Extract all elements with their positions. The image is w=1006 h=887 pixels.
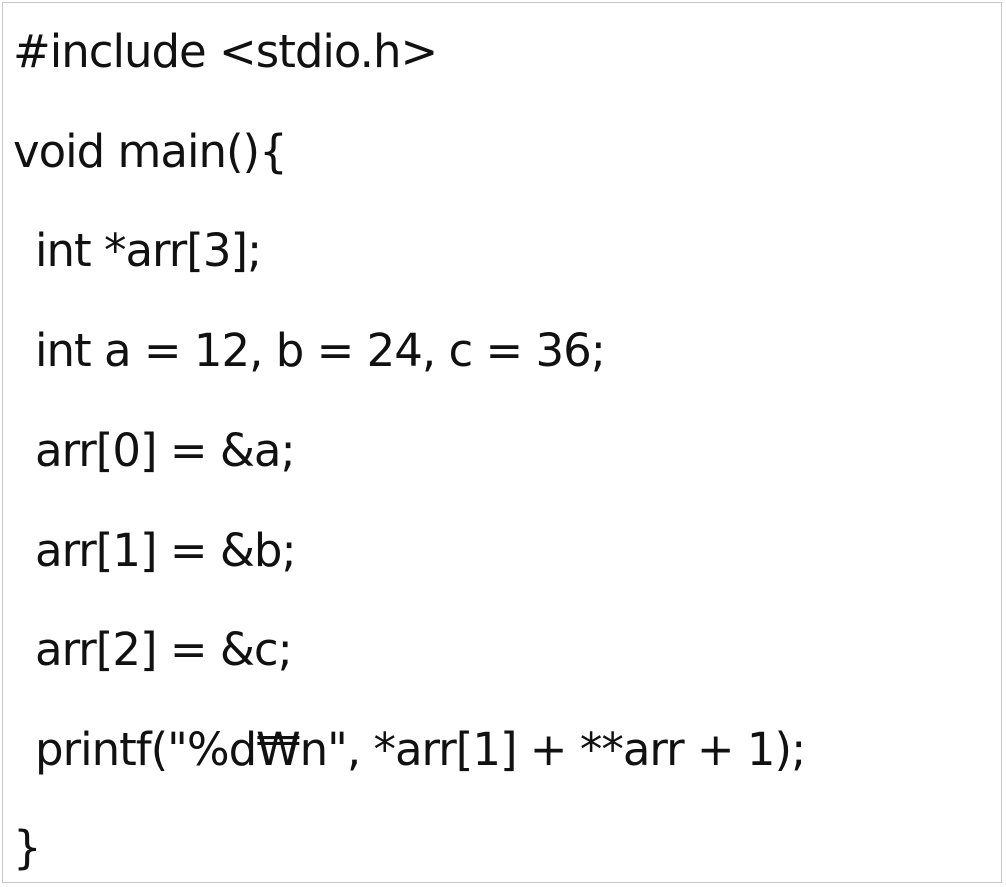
code-line-include: #include <stdio.h> xyxy=(13,25,438,78)
code-line-arr2-assignment: arr[2] = &c; xyxy=(35,623,292,676)
code-line-arr0-assignment: arr[0] = &a; xyxy=(35,424,295,477)
code-line-printf: printf("%d₩n", *arr[1] + **arr + 1); xyxy=(35,723,806,776)
code-line-arr1-assignment: arr[1] = &b; xyxy=(35,524,296,577)
code-line-variable-declaration: int a = 12, b = 24, c = 36; xyxy=(35,324,605,377)
code-line-closing-brace: } xyxy=(13,821,41,874)
code-snippet xyxy=(2,2,1002,883)
code-line-main-signature: void main(){ xyxy=(13,125,287,178)
code-line-array-declaration: int *arr[3]; xyxy=(35,224,262,277)
